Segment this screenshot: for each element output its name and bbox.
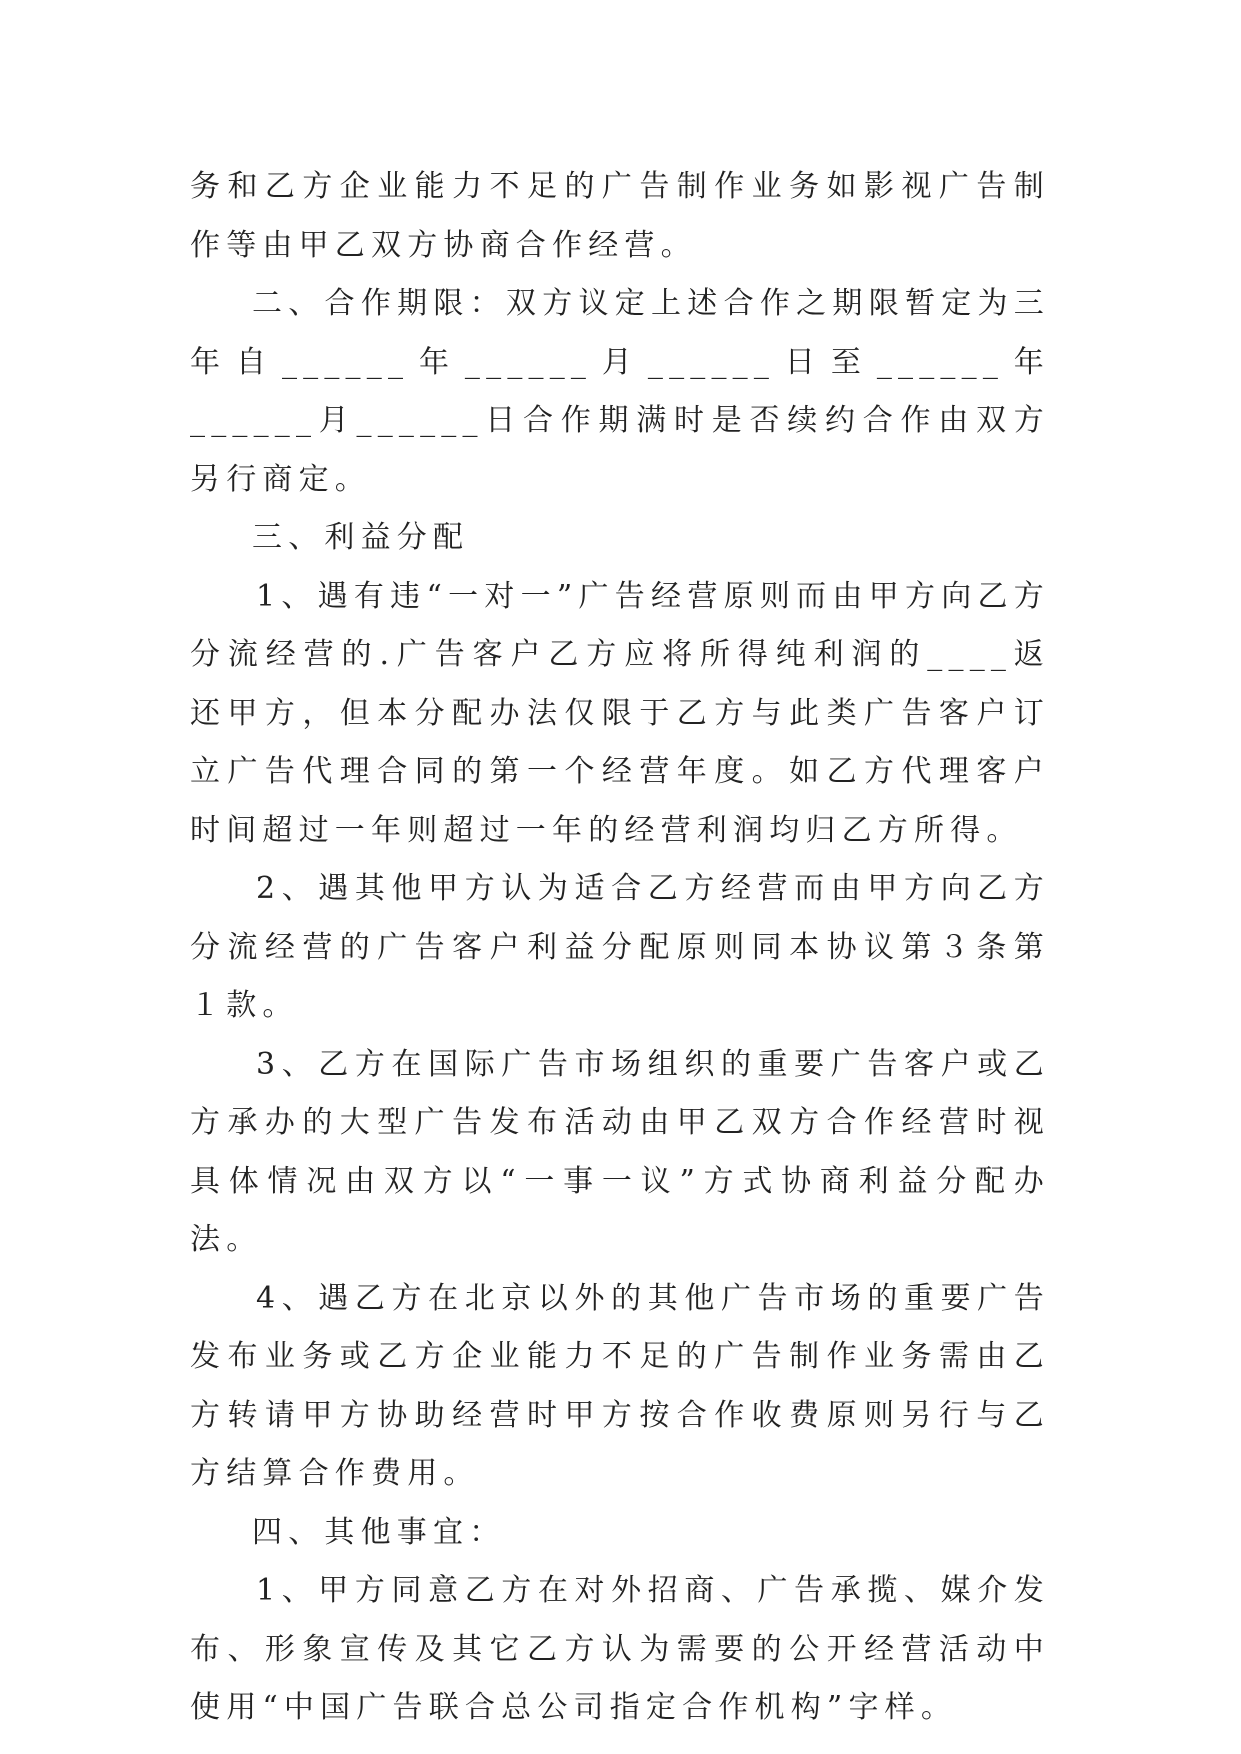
heading-profit-distribution: 三、利益分配 [252, 520, 470, 555]
heading-other-matters: 四、其他事宜： [252, 1514, 506, 1550]
paragraph-profit-clause-4: 4、遇乙方在北京以外的其他广告市场的重要广告发布业务或乙方企业能力不足的广告制作业务需由乙方转请甲方协助经营时甲方按合作收费原则另行与乙方结算合作费用。 [190, 1280, 1050, 1491]
paragraph-profit-clause-3: 3、乙方在国际广告市场组织的重要广告客户或乙方承办的大型广告发布活动由甲乙双方合作经营时视具体情况由双方以“一事一议”方式协商利益分配办法。 [190, 1046, 1050, 1257]
paragraph-continuation: 务和乙方企业能力不足的广告制作业务如影视广告制作等由甲乙双方协商合作经营。 [190, 169, 1050, 263]
paragraph-cooperation-term: 二、合作期限：双方议定上述合作之期限暂定为三年自______年______月______日至______年______月______日合作期满时是否续约合作由双方另行商定。 [190, 286, 1050, 497]
document-body [190, 158, 1050, 1738]
paragraph-profit-clause-1: 1、遇有违“一对一”广告经营原则而由甲方向乙方分流经营的.广告客户乙方应将所得纯利润的____返还甲方，但本分配办法仅限于乙方与此类广告客户订立广告代理合同的第一个经营年度。如乙方代理客户时间超过一年则超过一年的经营利润均归乙方所得。 [190, 578, 1050, 848]
paragraph-profit-clause-2: 2、遇其他甲方认为适合乙方经营而由甲方向乙方分流经营的广告客户利益分配原则同本协议第３条第１款。 [190, 871, 1050, 1023]
paragraph-other-clause-1: 1、甲方同意乙方在对外招商、广告承揽、媒介发布、形象宣传及其它乙方认为需要的公开经营活动中使用“中国广告联合总公司指定合作机构”字样。 [190, 1573, 1050, 1725]
